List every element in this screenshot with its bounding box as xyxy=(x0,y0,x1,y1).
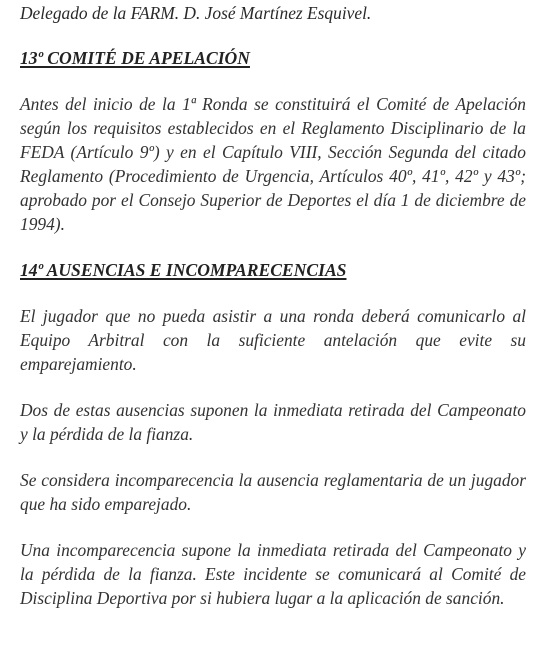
section-14-paragraph-1: El jugador que no pueda asistir a una ronda deberá comunicarlo al Equipo Arbitral con la suficiente antelación que evite su emparejamiento. xyxy=(20,306,526,374)
section-13-paragraph: Antes del inicio de la 1ª Ronda se constituirá el Comité de Apelación según los requisitos establecidos en el Reglamento Disciplinario de la FEDA (Artículo 9º) y en el Capítulo VIII, Sección Segunda del citado Reglamento (Procedimiento de Urgencia, Artículos 40º, 41º, 42º y 43º; aprobado por el Consejo Superior de Deportes el día 1 de diciembre de 1994). xyxy=(20,94,526,234)
section-14-paragraph-2: Dos de estas ausencias suponen la inmediata retirada del Campeonato y la pérdida de la fianza. xyxy=(20,400,526,444)
section-13-heading: 13º COMITÉ DE APELACIÓN xyxy=(20,48,250,68)
document-page xyxy=(20,0,526,610)
section-14-paragraph-3: Se considera incomparecencia la ausencia reglamentaria de un jugador que ha sido emparejado. xyxy=(20,470,526,514)
section-14-paragraph-4: Una incomparecencia supone la inmediata retirada del Campeonato y la pérdida de la fianza. Este incidente se comunicará al Comité de Disciplina Deportiva por si hubiera lugar a la aplicación de sanción. xyxy=(20,540,526,608)
delegate-line: Delegado de la FARM. D. José Martínez Esquivel. xyxy=(20,3,372,23)
section-14-heading: 14º AUSENCIAS E INCOMPARECENCIAS xyxy=(20,260,347,280)
